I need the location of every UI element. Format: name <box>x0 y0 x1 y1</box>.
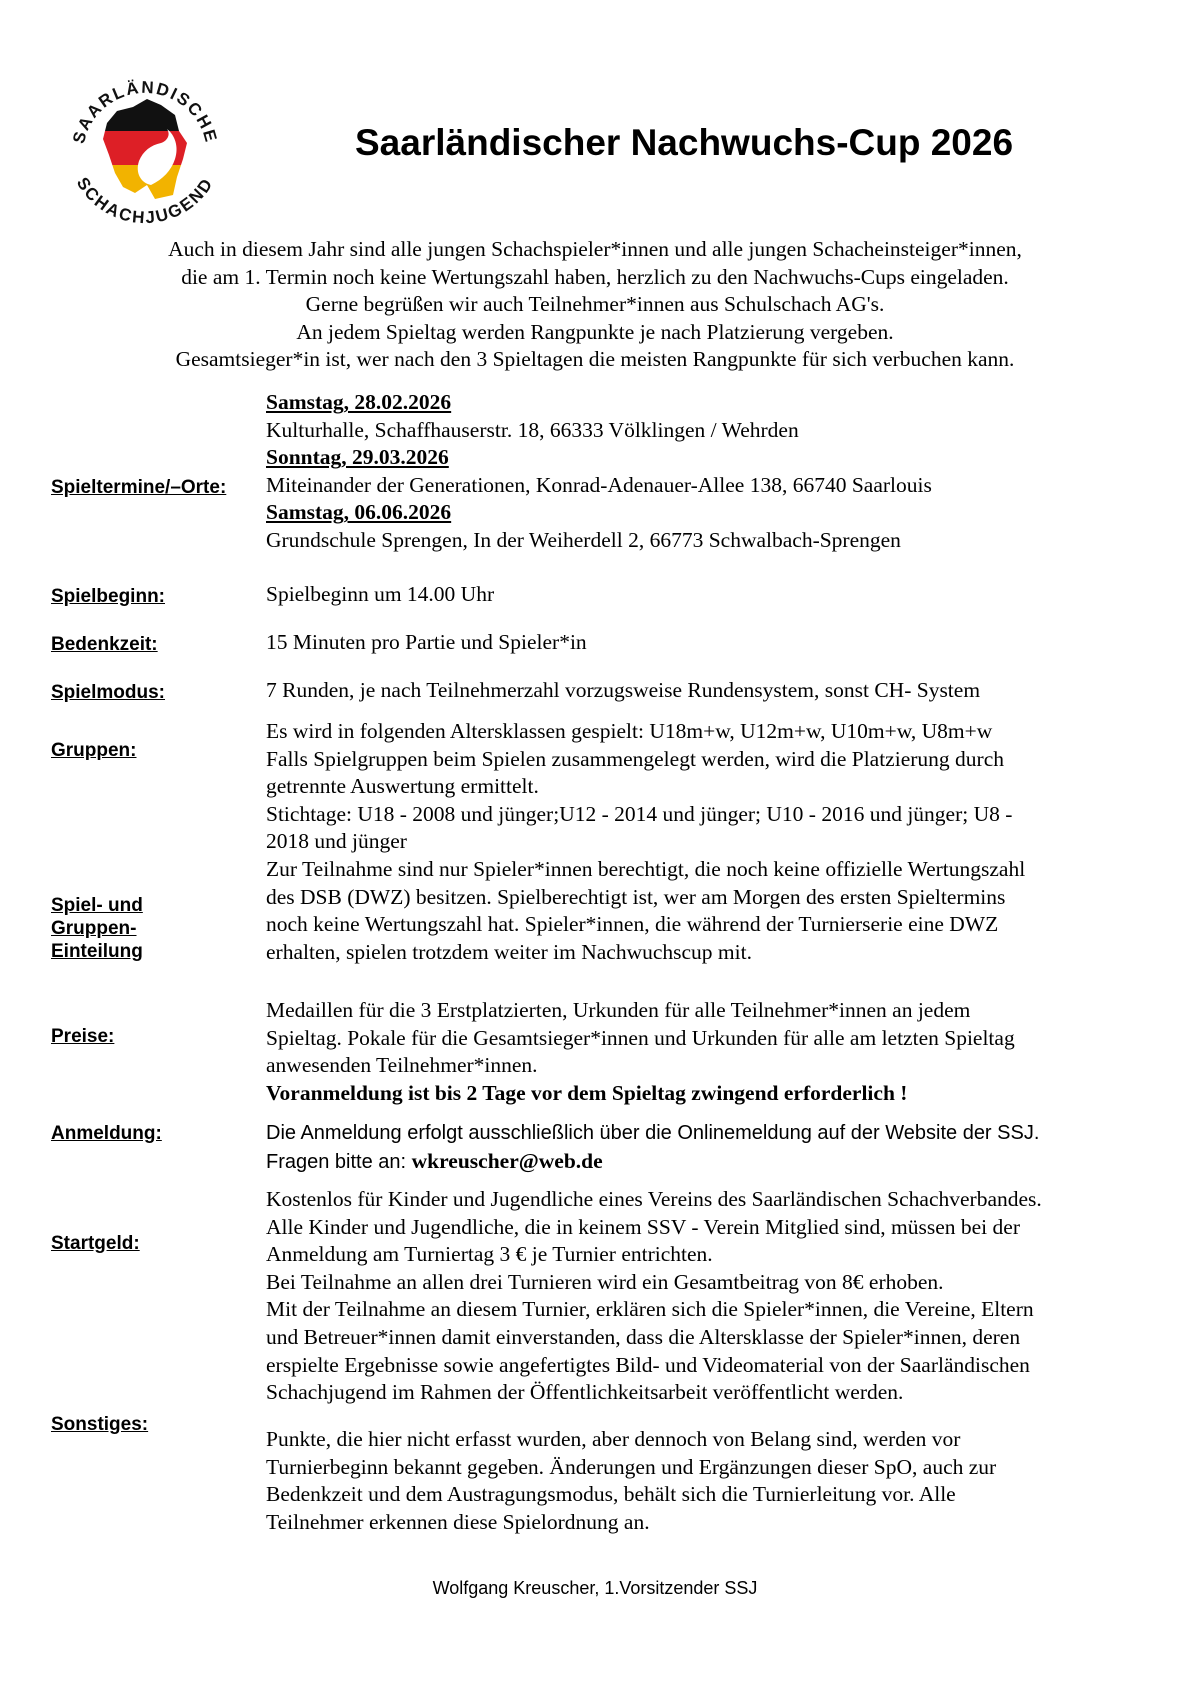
label-anmeldung: Anmeldung: <box>51 1123 162 1144</box>
termin-place: Kulturhalle, Schaffhauserstr. 18, 66333 Völklingen / Wehrden <box>266 417 799 442</box>
anmeldung-contact-prefix: Fragen bitte an: <box>266 1150 412 1173</box>
startgeld-line: Kostenlos für Kinder und Jugendliche eines Vereins des Saarländischen Schachverbandes. <box>266 1187 1042 1211</box>
saarlaendische-schachjugend-logo <box>55 55 235 235</box>
preise-line: Medaillen für die 3 Erstplatzierten, Urkunden für alle Teilnehmer*innen an jedem <box>266 998 971 1022</box>
logo-arc-bottom-text: SCHACHJUGEND <box>72 173 218 228</box>
startgeld-line: erspielte Ergebnisse sowie angefertigtes Bild- und Videomaterial von der Saarländischen <box>266 1352 1030 1377</box>
termin-place: Grundschule Sprengen, In der Weiherdell 2, 66773 Schwalbach-Sprengen <box>266 527 901 552</box>
anmeldung-contact <box>266 1148 1039 1177</box>
preise-text <box>266 997 1015 1107</box>
label-spieltermine: Spieltermine/–Orte: <box>51 477 227 498</box>
anmeldung-text <box>266 1120 1039 1176</box>
voranmeldung-notice: Voranmeldung ist bis 2 Tage vor dem Spieltag zwingend erforderlich ! <box>266 1080 908 1105</box>
gruppen-text <box>266 718 1025 966</box>
label-spielbeginn: Spielbeginn: <box>51 586 165 607</box>
label-einteilung <box>51 894 143 963</box>
preise-line: Spieltag. Pokale für die Gesamtsieger*innen und Urkunden für alle am letzten Spieltag <box>266 1025 1015 1050</box>
gruppen-line: Stichtage: U18 - 2008 und jünger;U12 - 2014 und jünger; U10 - 2016 und jünger; U8 - <box>266 801 1013 826</box>
intro-line: Auch in diesem Jahr sind alle jungen Schachspieler*innen und alle jungen Schacheinsteiger*innen, <box>168 237 1022 261</box>
intro-line: die am 1. Termin noch keine Wertungszahl haben, herzlich zu den Nachwuchs-Cups eingeladen. <box>181 264 1009 289</box>
intro-line: An jedem Spieltag werden Rangpunkte je nach Platzierung vergeben. <box>296 319 894 344</box>
startgeld-line: Schachjugend im Rahmen der Öffentlichkeitsarbeit veröffentlicht werden. <box>266 1380 904 1405</box>
label-einteilung-line: Gruppen- <box>51 918 137 939</box>
label-preise: Preise: <box>51 1026 115 1047</box>
einteilung-line: des DSB (DWZ) besitzen. Spielberechtigt ist, wer am Morgen des ersten Spieltermins <box>266 884 1006 909</box>
startgeld-line: und Betreuer*innen damit einverstanden, dass die Altersklasse der Spieler*innen, deren <box>266 1324 1021 1349</box>
footer-signature: Wolfgang Kreuscher, 1.Vorsitzender SSJ <box>432 1578 758 1598</box>
label-einteilung-line: Einteilung <box>51 941 143 962</box>
sonstiges-line: Punkte, die hier nicht erfasst wurden, aber dennoch von Belang sind, werden vor <box>266 1427 961 1451</box>
termin-date: Samstag, 06.06.2026 <box>266 500 452 525</box>
einteilung-line: noch keine Wertungszahl hat. Spieler*innen, die während der Turnierserie eine DWZ <box>266 912 999 937</box>
label-bedenkzeit: Bedenkzeit: <box>51 634 158 655</box>
gruppen-line: 2018 und jünger <box>266 829 407 854</box>
startgeld-line: Anmeldung am Turniertag 3 € je Turnier entrichten. <box>266 1242 713 1267</box>
saarland-map-shape <box>95 95 195 205</box>
label-spielmodus: Spielmodus: <box>51 682 166 703</box>
gruppen-line: Es wird in folgenden Altersklassen gespielt: U18m+w, U12m+w, U10m+w, U8m+w <box>266 719 993 743</box>
sonstiges-line: Turnierbeginn bekannt gegeben. Änderungen und Ergänzungen dieser SpO, auch zur <box>266 1454 997 1479</box>
termine-block <box>266 389 932 555</box>
einteilung-line: erhalten, spielen trotzdem weiter im Nachwuchscup mit. <box>266 939 752 964</box>
sonstiges-line: Teilnehmer erkennen diese Spielordnung an. <box>266 1509 650 1534</box>
sonstiges-text <box>266 1426 996 1536</box>
gruppen-line: getrennte Auswertung ermittelt. <box>266 774 539 799</box>
email-link[interactable]: wkreuscher@web.de <box>411 1148 603 1173</box>
page-title: Saarländischer Nachwuchs-Cup 2026 <box>355 122 1014 163</box>
einteilung-line: Zur Teilnahme sind nur Spieler*innen berechtigt, die noch keine offizielle Wertungszahl <box>266 856 1026 881</box>
anmeldung-line: Die Anmeldung erfolgt ausschließlich über die Onlinemeldung auf der Website der SSJ. <box>266 1122 1040 1144</box>
label-startgeld: Startgeld: <box>51 1233 140 1254</box>
termin-place: Miteinander der Generationen, Konrad-Adenauer-Allee 138, 66740 Saarlouis <box>266 472 932 497</box>
bedenkzeit-text: 15 Minuten pro Partie und Spieler*in <box>266 630 587 654</box>
startgeld-line: Alle Kinder und Jugendliche, die in keinem SSV - Verein Mitglied sind, müssen bei der <box>266 1214 1020 1239</box>
label-gruppen: Gruppen: <box>51 740 137 761</box>
sonstiges-line: Bedenkzeit und dem Austragungsmodus, behält sich die Turnierleitung vor. Alle <box>266 1482 956 1507</box>
termin-date: Sonntag, 29.03.2026 <box>266 445 449 470</box>
spielmodus-text: 7 Runden, je nach Teilnehmerzahl vorzugsweise Rundensystem, sonst CH- System <box>266 678 981 702</box>
intro-paragraph <box>80 236 1110 374</box>
startgeld-line: Mit der Teilnahme an diesem Turnier, erklären sich die Spieler*innen, die Vereine, Eltern <box>266 1297 1034 1322</box>
startgeld-line: Bei Teilnahme an allen drei Turnieren wird ein Gesamtbeitrag von 8€ erhoben. <box>266 1269 944 1294</box>
label-einteilung-line: Spiel- und <box>51 895 143 916</box>
intro-line: Gerne begrüßen wir auch Teilnehmer*innen aus Schulschach AG's. <box>305 292 885 317</box>
preise-line: anwesenden Teilnehmer*innen. <box>266 1053 538 1078</box>
intro-line: Gesamtsieger*in ist, wer nach den 3 Spieltagen die meisten Rangpunkte für sich verbuchen kann. <box>175 347 1015 372</box>
gruppen-line: Falls Spielgruppen beim Spielen zusammengelegt werden, wird die Platzierung durch <box>266 746 1004 771</box>
spielbeginn-text: Spielbeginn um 14.00 Uhr <box>266 582 495 606</box>
logo-arc-top-text: SAARLÄNDISCHE <box>69 77 221 146</box>
startgeld-text <box>266 1186 1042 1407</box>
termin-date: Samstag, 28.02.2026 <box>266 390 452 414</box>
label-sonstiges: Sonstiges: <box>51 1414 149 1435</box>
